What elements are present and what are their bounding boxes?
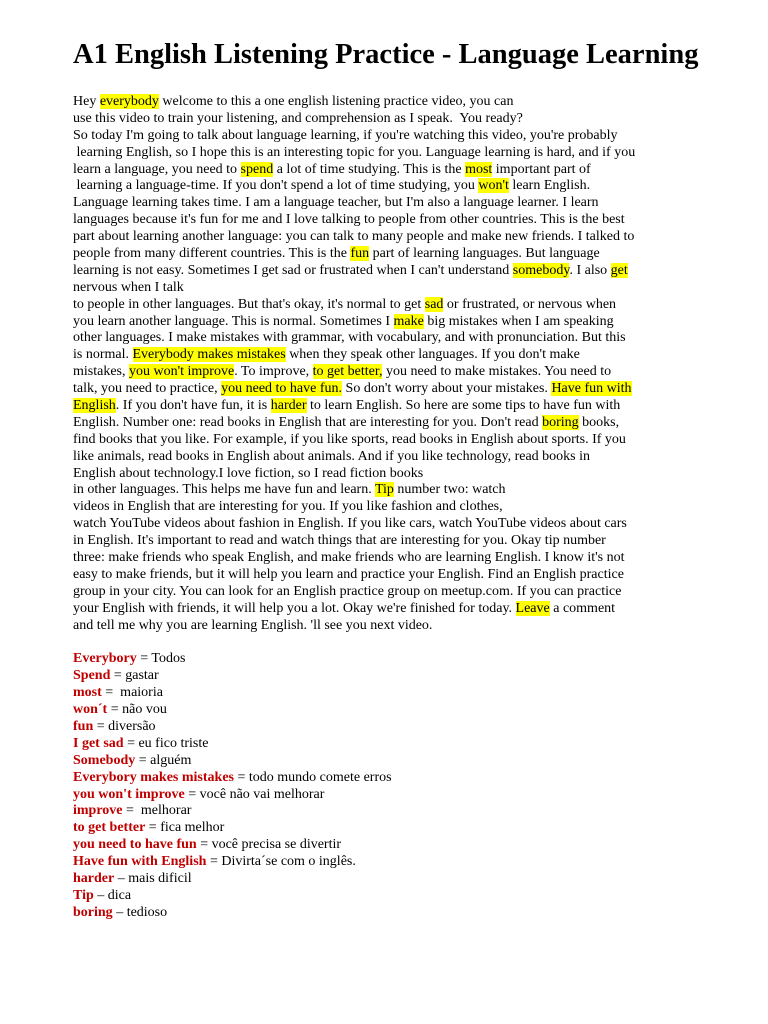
transcript-line: use this video to train your listening, and comprehension as I speak. You ready? xyxy=(73,110,523,126)
glossary-term: you won't improve xyxy=(73,786,185,802)
glossary-entry xyxy=(73,719,703,736)
glossary-meaning: = Todos xyxy=(136,651,186,667)
transcript-line: you learn another language. This is normal. Sometimes I make big mistakes when I am speaking xyxy=(73,313,614,329)
transcript-line: talk, you need to practice, you need to have fun. So don't worry about your mistakes. Have fun with xyxy=(73,381,632,397)
highlighted-vocabulary: won't xyxy=(478,178,509,194)
transcript-line: in English. It's important to read and watch things that are interesting for you. Okay tip number xyxy=(73,533,606,549)
glossary-term: improve xyxy=(73,803,123,819)
glossary-meaning: = fica melhor xyxy=(145,820,225,836)
transcript-line: So today I'm going to talk about language learning, if you're watching this video, you're probably xyxy=(73,127,618,143)
transcript-line: Language learning takes time. I am a language teacher, but I'm also a language learner. I learn xyxy=(73,195,599,211)
glossary-term: I get sad xyxy=(73,735,124,751)
transcript-line: learning English, so I hope this is an interesting topic for you. Language learning is hard, and if you xyxy=(73,144,636,160)
glossary-entry xyxy=(73,702,703,719)
glossary-term: harder xyxy=(73,870,115,886)
glossary-entry xyxy=(73,837,703,854)
transcript-line: to people in other languages. But that's okay, it's normal to get sad or frustrated, or nervous when xyxy=(73,296,617,312)
glossary-meaning: = eu fico triste xyxy=(123,735,209,751)
highlighted-vocabulary: somebody xyxy=(512,262,570,278)
highlighted-vocabulary: Tip xyxy=(374,482,394,498)
highlighted-vocabulary: boring xyxy=(542,414,579,430)
glossary-term: Tip xyxy=(73,887,94,903)
glossary-meaning: = todo mundo comete erros xyxy=(234,769,392,785)
glossary-meaning: = gastar xyxy=(110,668,159,684)
highlighted-vocabulary: make xyxy=(393,313,424,329)
highlighted-vocabulary: Have fun with xyxy=(551,381,632,397)
glossary-entry xyxy=(73,803,703,820)
transcript-line: is normal. Everybody makes mistakes when they speak other languages. If you don't make xyxy=(73,347,580,363)
glossary-meaning: – mais dificil xyxy=(114,870,192,886)
glossary-meaning: = você não vai melhorar xyxy=(184,786,325,802)
glossary-term: boring xyxy=(73,904,113,920)
document-title: A1 English Listening Practice - Language Learning xyxy=(73,39,699,70)
glossary-entry xyxy=(73,905,703,922)
glossary-meaning: = melhorar xyxy=(122,803,192,819)
highlighted-vocabulary: sad xyxy=(424,296,444,312)
transcript-line: English. If you don't have fun, it is harder to learn English. So here are some tips to have fun with xyxy=(73,398,621,414)
glossary-entry xyxy=(73,871,703,888)
glossary-meaning: = não vou xyxy=(107,702,167,718)
glossary-term: Have fun with English xyxy=(73,854,207,870)
glossary-entry xyxy=(73,770,703,787)
transcript-line: like animals, read books in English about animals. And if you like technology, read books in xyxy=(73,448,591,464)
glossary-term: Somebody xyxy=(73,752,136,768)
transcript-line: videos in English that are interesting for you. If you like fashion and clothes, xyxy=(73,499,503,515)
glossary-entry xyxy=(73,787,703,804)
transcript-line: easy to make friends, but it will help you learn and practice your English. Find an English practice xyxy=(73,566,624,582)
highlighted-vocabulary: Everybody makes mistakes xyxy=(132,347,286,363)
highlighted-vocabulary: to get better, xyxy=(312,364,383,380)
glossary-meaning: = diversão xyxy=(93,718,156,734)
highlighted-vocabulary: English xyxy=(73,398,116,414)
highlighted-vocabulary: harder xyxy=(270,398,307,414)
transcript-line: nervous when I talk xyxy=(73,279,184,295)
highlighted-vocabulary: you need to have fun. xyxy=(221,381,343,397)
glossary-entry xyxy=(73,668,703,685)
glossary-meaning: – tedioso xyxy=(112,904,168,920)
glossary-term: to get better xyxy=(73,820,146,836)
transcript-line: learn a language, you need to spend a lot of time studying. This is the most important part of xyxy=(73,161,591,177)
glossary-entry xyxy=(73,820,703,837)
glossary-term: won´t xyxy=(73,702,108,718)
transcript-line: find books that you like. For example, if you like sports, read books in English about sports. If you xyxy=(73,431,626,447)
document-page xyxy=(73,38,703,922)
highlighted-vocabulary: Leave xyxy=(515,600,550,616)
transcript-line: group in your city. You can look for an English practice group on meetup.com. If you can practice xyxy=(73,583,622,599)
section-gap xyxy=(73,635,703,652)
glossary-entry xyxy=(73,736,703,753)
highlighted-vocabulary: spend xyxy=(240,161,274,177)
glossary-meaning: – dica xyxy=(93,887,132,903)
glossary-meaning: = alguém xyxy=(135,752,192,768)
transcript-line: people from many different countries. This is the fun part of learning languages. But language xyxy=(73,246,600,262)
highlighted-vocabulary: everybody xyxy=(99,94,159,109)
glossary-term: Everybory xyxy=(73,651,137,667)
transcript-line: mistakes, you won't improve. To improve, to get better, you need to make mistakes. You need to xyxy=(73,364,612,380)
glossary-term: Spend xyxy=(73,668,111,684)
glossary-meaning: = maioria xyxy=(101,685,163,701)
transcript-line: English about technology.I love fiction, so I read fiction books xyxy=(73,465,424,481)
transcript-line: your English with friends, it will help you a lot. Okay we're finished for today. Leave a comment xyxy=(73,600,616,616)
transcript-line: English. Number one: read books in English that are interesting for you. Don't read boring books, xyxy=(73,414,620,430)
transcript-line: learning a language-time. If you don't spend a lot of time studying, you won't learn English. xyxy=(73,178,591,194)
transcript-line: in other languages. This helps me have fun and learn. Tip number two: watch xyxy=(73,482,506,498)
glossary-entry xyxy=(73,854,703,871)
highlighted-vocabulary: fun xyxy=(350,246,370,262)
highlighted-vocabulary: you won't improve xyxy=(129,364,235,380)
transcript-line: other languages. I make mistakes with grammar, with vocabulary, and with pronunciation. But this xyxy=(73,330,626,346)
glossary-term: fun xyxy=(73,718,94,734)
glossary-meaning: = você precisa se divertir xyxy=(196,837,342,853)
glossary-entry xyxy=(73,888,703,905)
glossary-term: most xyxy=(73,685,102,701)
transcript-line: learning is not easy. Sometimes I get sad or frustrated when I can't understand somebody. I also get xyxy=(73,262,628,278)
glossary-term: you need to have fun xyxy=(73,837,197,853)
transcript-line: Hey everybody welcome to this a one english listening practice video, you can xyxy=(73,94,514,109)
transcript-line: languages because it's fun for me and I love talking to people from other countries. This is the best xyxy=(73,212,625,228)
transcript-paragraph xyxy=(73,94,703,635)
vocabulary-glossary xyxy=(73,651,703,921)
transcript-line: and tell me why you are learning English. 'll see you next video. xyxy=(73,617,433,633)
transcript-line: watch YouTube videos about fashion in English. If you like cars, watch YouTube videos about cars xyxy=(73,516,627,532)
glossary-entry xyxy=(73,685,703,702)
transcript-body xyxy=(73,94,703,922)
glossary-meaning: = Divirta´se com o inglês. xyxy=(206,854,356,870)
highlighted-vocabulary: get xyxy=(610,262,628,278)
transcript-line: three: make friends who speak English, and make friends who are learning English. I know it's not xyxy=(73,550,625,566)
glossary-entry xyxy=(73,651,703,668)
transcript-line: part about learning another language: you can talk to many people and make new friends. I talked to xyxy=(73,229,635,245)
highlighted-vocabulary: most xyxy=(465,161,493,177)
glossary-term: Everybory makes mistakes xyxy=(73,769,234,785)
glossary-entry xyxy=(73,753,703,770)
